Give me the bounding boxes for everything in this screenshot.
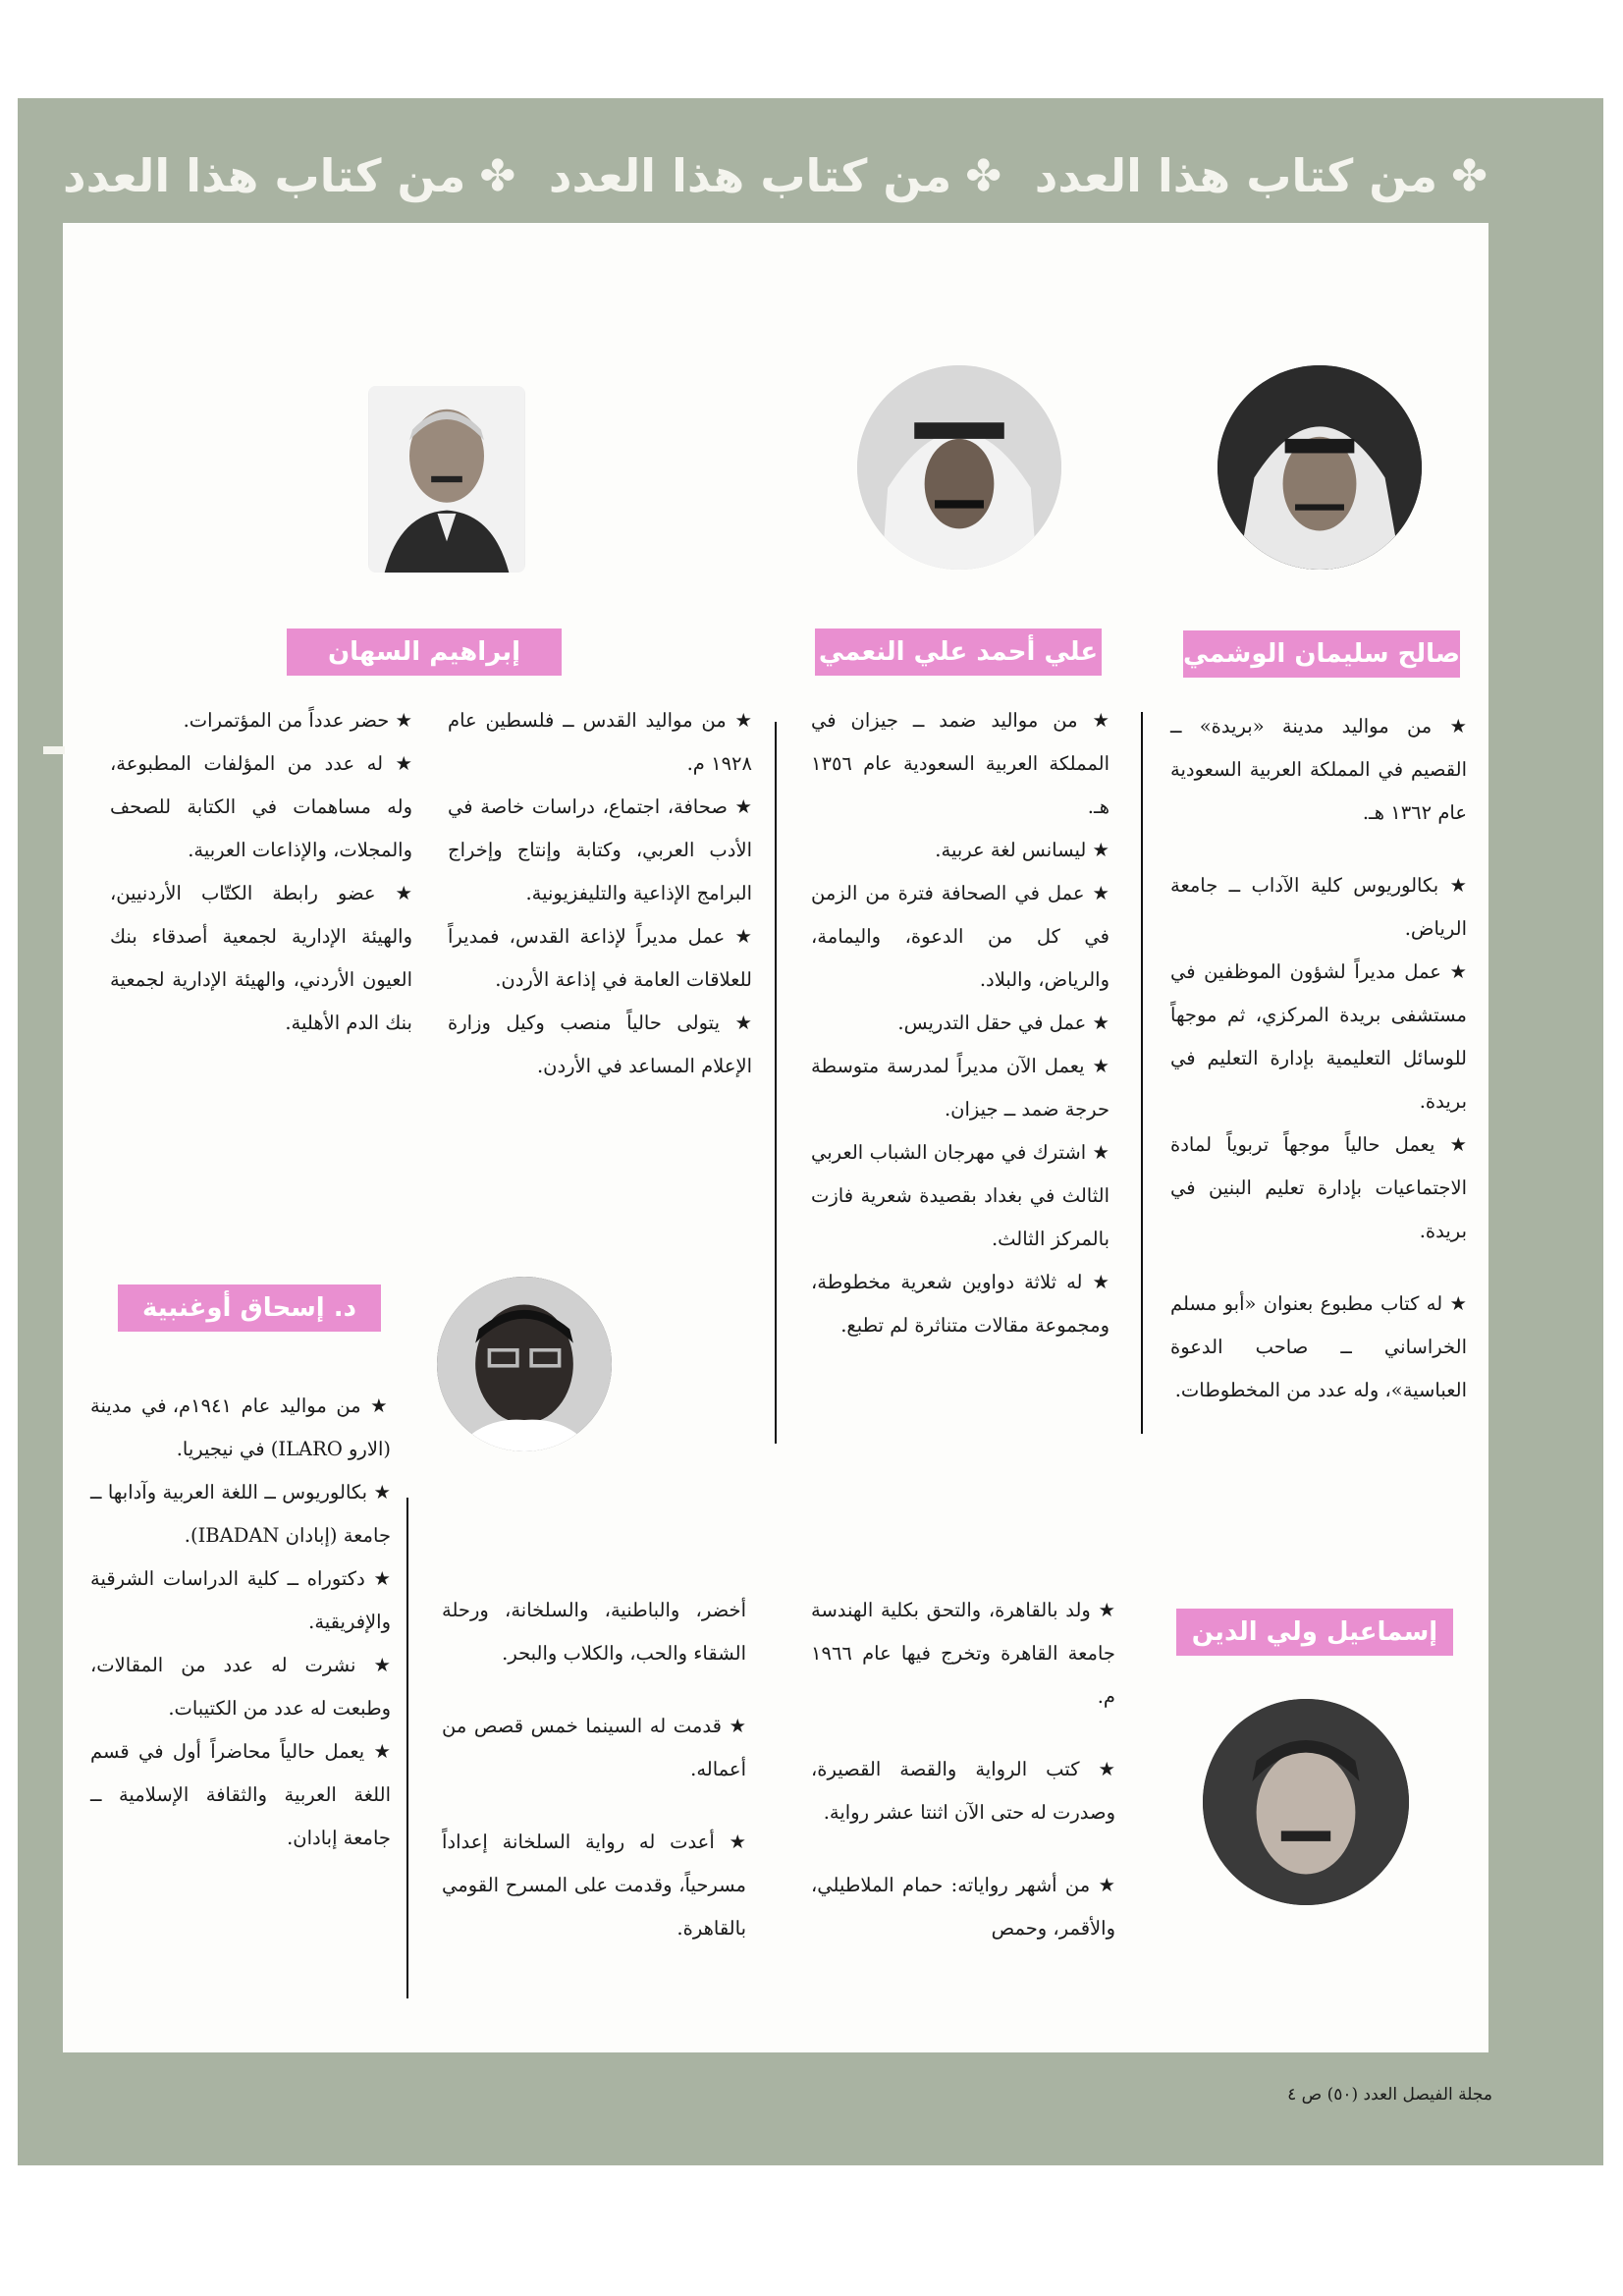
- bio-paragraph: ★ يتولى حالياً منصب وكيل وزارة الإعلام المساعد في الأردن.: [448, 1011, 752, 1077]
- bio-paragraph: ★ عمل مديراً لشؤون الموظفين في مستشفى بريدة المركزي، ثم موجهاً للوسائل التعليمية بإدارة التعليم في بريدة.: [1170, 960, 1467, 1113]
- bio-paragraph: ★ عمل في الصحافة فترة من الزمن في كل من الدعوة، واليمامة، والرياض، والبلاد.: [811, 882, 1109, 991]
- banner-segment: [549, 149, 1002, 202]
- bio-paragraph: ★ من مواليد ضمد ــ جيزان في المملكة العربية السعودية عام ١٣٥٦ هـ.: [811, 709, 1109, 818]
- portrait-photo-alnaami: [857, 365, 1061, 570]
- banner-text: من كتاب هذا العدد: [1034, 149, 1438, 202]
- column-divider: [406, 1498, 408, 1998]
- ornament-icon: ✤: [965, 150, 1003, 201]
- author-name-label: د. إسحاق أوغنبية: [118, 1285, 381, 1332]
- bio-paragraph: ★ من أشهر رواياته: حمام الملاطيلي، والأقمر، وحمص: [811, 1874, 1115, 1940]
- portrait-photo-waliuddin: [1203, 1699, 1409, 1905]
- margin-mark: [43, 746, 65, 754]
- bio-paragraph: ★ بكالوريوس كلية الآداب ــ جامعة الرياض.: [1170, 874, 1467, 940]
- banner-segment: [63, 149, 516, 202]
- author-bio-column-right: [448, 699, 752, 1088]
- portrait-photo-alsahhan: [368, 386, 525, 573]
- bio-paragraph: ★ عمل مديراً لإذاعة القدس، فمديراً للعلاقات العامة في إذاعة الأردن.: [448, 925, 752, 991]
- banner-text: من كتاب هذا العدد: [63, 149, 466, 202]
- bio-paragraph: ★ من مواليد القدس ــ فلسطين عام ١٩٢٨ م.: [448, 709, 752, 775]
- bio-paragraph: ★ نشرت له عدد من المقالات، وطبعت له عدد من الكتيبات.: [90, 1654, 391, 1720]
- author-bio: [90, 1385, 391, 1860]
- bio-paragraph: ★ من مواليد عام ١٩٤١م، في مدينة (الارو ILARO) في نيجيريا.: [90, 1394, 391, 1460]
- column-divider: [775, 722, 777, 1444]
- bio-paragraph: ★ أعدت له رواية السلخانة إعداداً مسرحياً، وقدمت على المسرح القومي بالقاهرة.: [442, 1831, 746, 1940]
- banner-text: من كتاب هذا العدد: [548, 149, 952, 202]
- bio-paragraph: ★ يعمل حالياً محاضراً أول في قسم اللغة العربية والثقافة الإسلامية ــ جامعة إبادان.: [90, 1740, 391, 1849]
- bio-paragraph: ★ قدمت له السينما خمس قصص من أعماله.: [442, 1715, 746, 1780]
- bio-paragraph: ★ كتب الرواية والقصة القصيرة، وصدرت له حتى الآن اثنتا عشر رواية.: [811, 1758, 1115, 1824]
- author-bio-column-right: [811, 1589, 1115, 1950]
- bio-paragraph: ★ ليسانس لغة عربية.: [935, 839, 1109, 861]
- section-banner: [63, 137, 1488, 214]
- portrait-photo-alwashmi: [1217, 365, 1422, 570]
- author-name-label: إبراهيم السهان: [287, 629, 562, 676]
- author-bio: [811, 699, 1109, 1347]
- bio-paragraph: ★ ولد بالقاهرة، والتحق بكلية الهندسة جامعة القاهرة وتخرج فيها عام ١٩٦٦ م.: [811, 1599, 1115, 1708]
- ornament-icon: ✤: [479, 150, 517, 201]
- bio-paragraph: ★ له كتاب مطبوع بعنوان «أبو مسلم الخراساني ــ صاحب الدعوة العباسية»، وله عدد من المخطوطات.: [1170, 1292, 1467, 1401]
- bio-paragraph: ★ عمل في حقل التدريس.: [897, 1011, 1109, 1034]
- bio-paragraph: ★ من مواليد مدينة «بريدة» ــ القصيم في المملكة العربية السعودية عام ١٣٦٢ هـ.: [1170, 715, 1467, 824]
- author-name-label: إسماعيل ولي الدين: [1176, 1609, 1453, 1656]
- bio-paragraph: ★ له عدد من المؤلفات المطبوعة، وله مساهمات في الكتابة للصحف والمجلات، والإذاعات العربية.: [110, 752, 412, 861]
- author-name-label: صالح سليمان الوشمي: [1183, 630, 1460, 678]
- author-name-label: علي أحمد علي النعمي: [815, 629, 1102, 676]
- column-divider: [1141, 712, 1143, 1434]
- author-bio-column-left: [110, 699, 412, 1045]
- bio-paragraph: ★ له ثلاثة دواوين شعرية مخطوطة، ومجموعة مقالات متناثرة لم تطبع.: [811, 1271, 1109, 1337]
- bio-paragraph: ★ يعمل الآن مديراً لمدرسة متوسطة حرجة ضمد ــ جيزان.: [811, 1055, 1109, 1121]
- bio-paragraph: ★ عضو رابطة الكتّاب الأردنيين، والهيئة الإدارية لجمعية أصدقاء بنك العيون الأردني، والهيئة الإدارية لجمعية بنك الدم الأهلية.: [110, 882, 412, 1034]
- bio-paragraph: ★ حضر عدداً من المؤتمرات.: [183, 709, 412, 732]
- ornament-icon: ✤: [1451, 150, 1488, 201]
- bio-paragraph: ★ دكتوراه ــ كلية الدراسات الشرقية والإفريقية.: [90, 1567, 391, 1633]
- bio-paragraph: ★ اشترك في مهرجان الشباب العربي الثالث في بغداد بقصيدة شعرية فازت بالمركز الثالث.: [811, 1141, 1109, 1250]
- page-footer: مجلة الفيصل العدد (٥٠) ص ٤: [1287, 2085, 1492, 2105]
- banner-segment: [1035, 149, 1488, 202]
- author-bio: [1170, 705, 1467, 1412]
- author-bio-column-left: [442, 1589, 746, 1950]
- bio-paragraph: ★ بكالوريوس ــ اللغة العربية وآدابها ــ جامعة (إبادان IBADAN).: [90, 1481, 391, 1547]
- bio-paragraph: أخضر، والباطنية، والسلخانة، ورحلة الشقاء والحب، والكلاب والبحر.: [442, 1599, 746, 1665]
- bio-paragraph: ★ يعمل حالياً موجهاً تربوياً لمادة الاجتماعيات بإدارة تعليم البنين في بريدة.: [1170, 1133, 1467, 1242]
- portrait-photo-oghenebia: [437, 1277, 612, 1451]
- bio-paragraph: ★ صحافة، اجتماع، دراسات خاصة في الأدب العربي، وكتابة وإنتاج وإخراج البرامج الإذاعية والتليفزيونية.: [448, 795, 752, 904]
